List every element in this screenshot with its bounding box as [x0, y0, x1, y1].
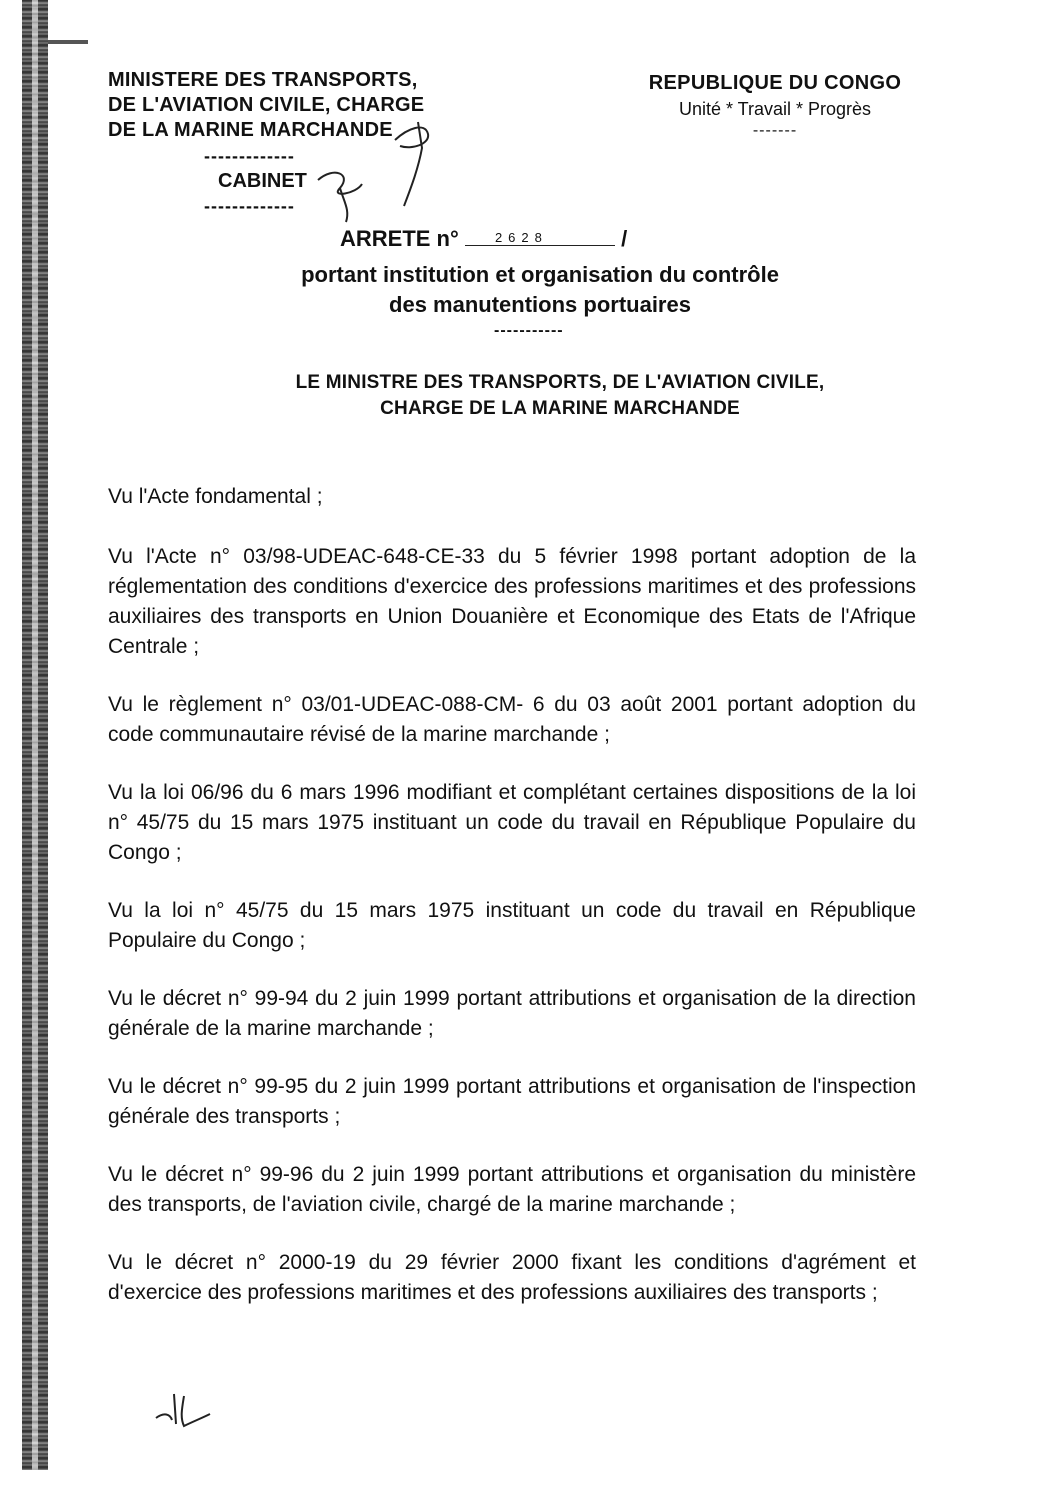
- paragraph-acte-udeac: Vu l'Acte n° 03/98-UDEAC-648-CE-33 du 5 février 1998 portant adoption de la réglementation des conditions d'exercice des professions maritimes et des professions auxiliaires des transports en Union Douanière et Economique des Etats de l'Afrique Centrale ;: [108, 545, 916, 658]
- ministry-dashes-top: -------------: [204, 146, 295, 166]
- republic-dashes: -------: [752, 122, 798, 139]
- paragraph-decret-9995: Vu le décret n° 99-95 du 2 juin 1999 portant attributions et organisation de l'inspection générale des transports ;: [108, 1075, 916, 1128]
- scan-edge-notch: [48, 40, 88, 44]
- arrete-number: 2628: [465, 230, 615, 246]
- republic-header: [640, 72, 910, 140]
- republic-motto: Unité * Travail * Progrès: [678, 99, 872, 119]
- arrete-heading: [340, 226, 627, 252]
- scan-edge-highlight: [32, 0, 38, 1470]
- paragraph-acte-fondamental: Vu l'Acte fondamental ;: [108, 485, 323, 508]
- paragraph-decret-200019: Vu le décret n° 2000-19 du 29 février 2000 fixant les conditions d'agrément et d'exercice des professions maritimes et des professions auxiliaires des transports ;: [108, 1251, 916, 1304]
- title-line-1: portant institution et organisation du contrôle: [301, 262, 779, 287]
- title-line-2: des manutentions portuaires: [389, 292, 691, 317]
- paragraph-loi-4575: Vu la loi n° 45/75 du 15 mars 1975 instituant un code du travail en République Populaire du Congo ;: [108, 899, 916, 952]
- ministry-dashes-bottom: -------------: [204, 196, 295, 216]
- paragraph-reglement: Vu le règlement n° 03/01-UDEAC-088-CM- 6 du 03 août 2001 portant adoption du code communautaire révisé de la marine marchande ;: [108, 693, 916, 746]
- arrete-slash: /: [621, 226, 628, 251]
- paragraph-decret-9996: Vu le décret n° 99-96 du 2 juin 1999 portant attributions et organisation du ministère des transports, de l'aviation civile, chargé de la marine marchande ;: [108, 1163, 916, 1216]
- ministry-line-3: DE LA MARINE MARCHANDE: [108, 119, 393, 141]
- handwritten-initials-signature: [300, 110, 440, 230]
- document-title: [190, 260, 890, 320]
- ministry-line-2: DE L'AVIATION CIVILE, CHARGE: [108, 94, 425, 116]
- arrete-label: ARRETE n°: [340, 226, 459, 251]
- handwritten-paraph: [150, 1388, 220, 1432]
- paragraph-loi-0696: Vu la loi 06/96 du 6 mars 1996 modifiant et complétant certaines dispositions de la loi n° 45/75 du 15 mars 1975 instituant un code du travail en République Populaire du Congo ;: [108, 781, 916, 864]
- minister-line-2: CHARGE DE LA MARINE MARCHANDE: [380, 398, 740, 419]
- cabinet-label: CABINET: [218, 170, 307, 192]
- minister-heading: [200, 370, 920, 422]
- minister-line-1: LE MINISTRE DES TRANSPORTS, DE L'AVIATION CIVILE,: [295, 372, 825, 393]
- ministry-line-1: MINISTERE DES TRANSPORTS,: [108, 69, 418, 91]
- republic-name: REPUBLIQUE DU CONGO: [648, 72, 902, 94]
- title-dashes: -----------: [494, 322, 564, 339]
- document-body: [108, 482, 916, 1308]
- paragraph-decret-9994: Vu le décret n° 99-94 du 2 juin 1999 portant attributions et organisation de la direction générale de la marine marchande ;: [108, 987, 916, 1040]
